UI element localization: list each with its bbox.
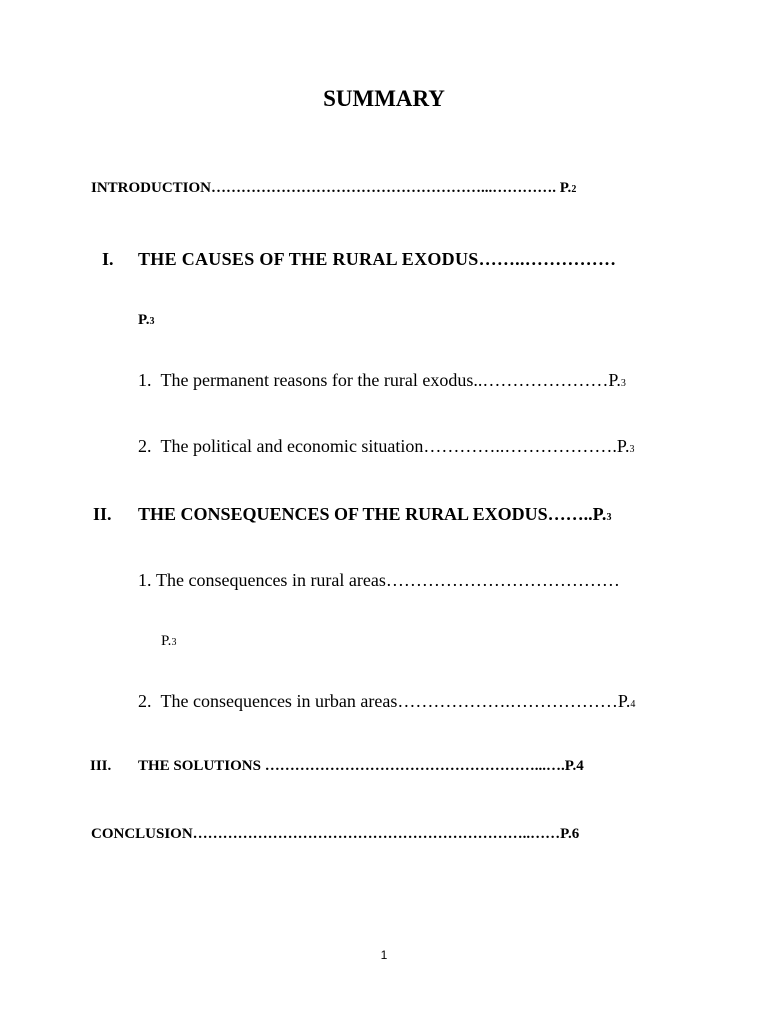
toc-subentry-page: 3: [620, 378, 626, 389]
toc-subentry-1-1: [138, 370, 626, 391]
page-title: SUMMARY: [323, 86, 445, 111]
toc-page-number: 3: [149, 316, 155, 327]
toc-subentry-page: 3: [629, 444, 635, 455]
toc-subentry-2-1: [138, 570, 620, 591]
toc-entry-introduction: [91, 180, 576, 197]
toc-section-numeral-2: II.: [93, 504, 112, 524]
toc-section-page: 3: [606, 512, 612, 523]
toc-subentry-text: The political and economic situation…………..……………….P.: [160, 436, 630, 456]
toc-section-title-2: [138, 504, 611, 525]
toc-section-numeral-1: I.: [102, 249, 114, 269]
toc-page-number: 3: [171, 637, 177, 648]
toc-subentry-1-2: [138, 436, 634, 457]
toc-subentry-2-1-page: [161, 633, 176, 650]
toc-section-text: THE CONSEQUENCES OF THE RURAL EXODUS……..P.: [138, 504, 607, 524]
toc-page-prefix: P.: [161, 633, 172, 649]
toc-subentry-text: The consequences in rural areas…………………………………: [156, 570, 620, 590]
toc-section-title-3: THE SOLUTIONS ………………………………………………...….P.4: [138, 758, 584, 774]
toc-entry-conclusion: CONCLUSION…………………………………………………………..……P.6: [91, 826, 580, 842]
toc-entry-text: INTRODUCTION………………………………………………...…………. P.: [91, 180, 572, 196]
toc-subentry-number: 2.: [138, 436, 152, 456]
toc-subentry-number: 2.: [138, 691, 152, 711]
toc-entry-page: 2: [571, 184, 577, 195]
toc-section-numeral-3: III.: [90, 758, 112, 774]
toc-subentry-2-2: [138, 691, 635, 712]
toc-section-page-1: [138, 312, 155, 329]
toc-page-prefix: P.: [138, 312, 150, 328]
toc-subentry-page: 4: [630, 699, 636, 710]
page-number: 1: [380, 948, 388, 962]
toc-section-title-1: THE CAUSES OF THE RURAL EXODUS……..……………: [138, 249, 617, 269]
toc-subentry-number: 1.: [138, 570, 152, 590]
toc-subentry-text: The consequences in urban areas……………….………………P.: [160, 691, 631, 711]
toc-subentry-number: 1.: [138, 370, 152, 390]
toc-subentry-text: The permanent reasons for the rural exodus..…………………P.: [160, 370, 621, 390]
